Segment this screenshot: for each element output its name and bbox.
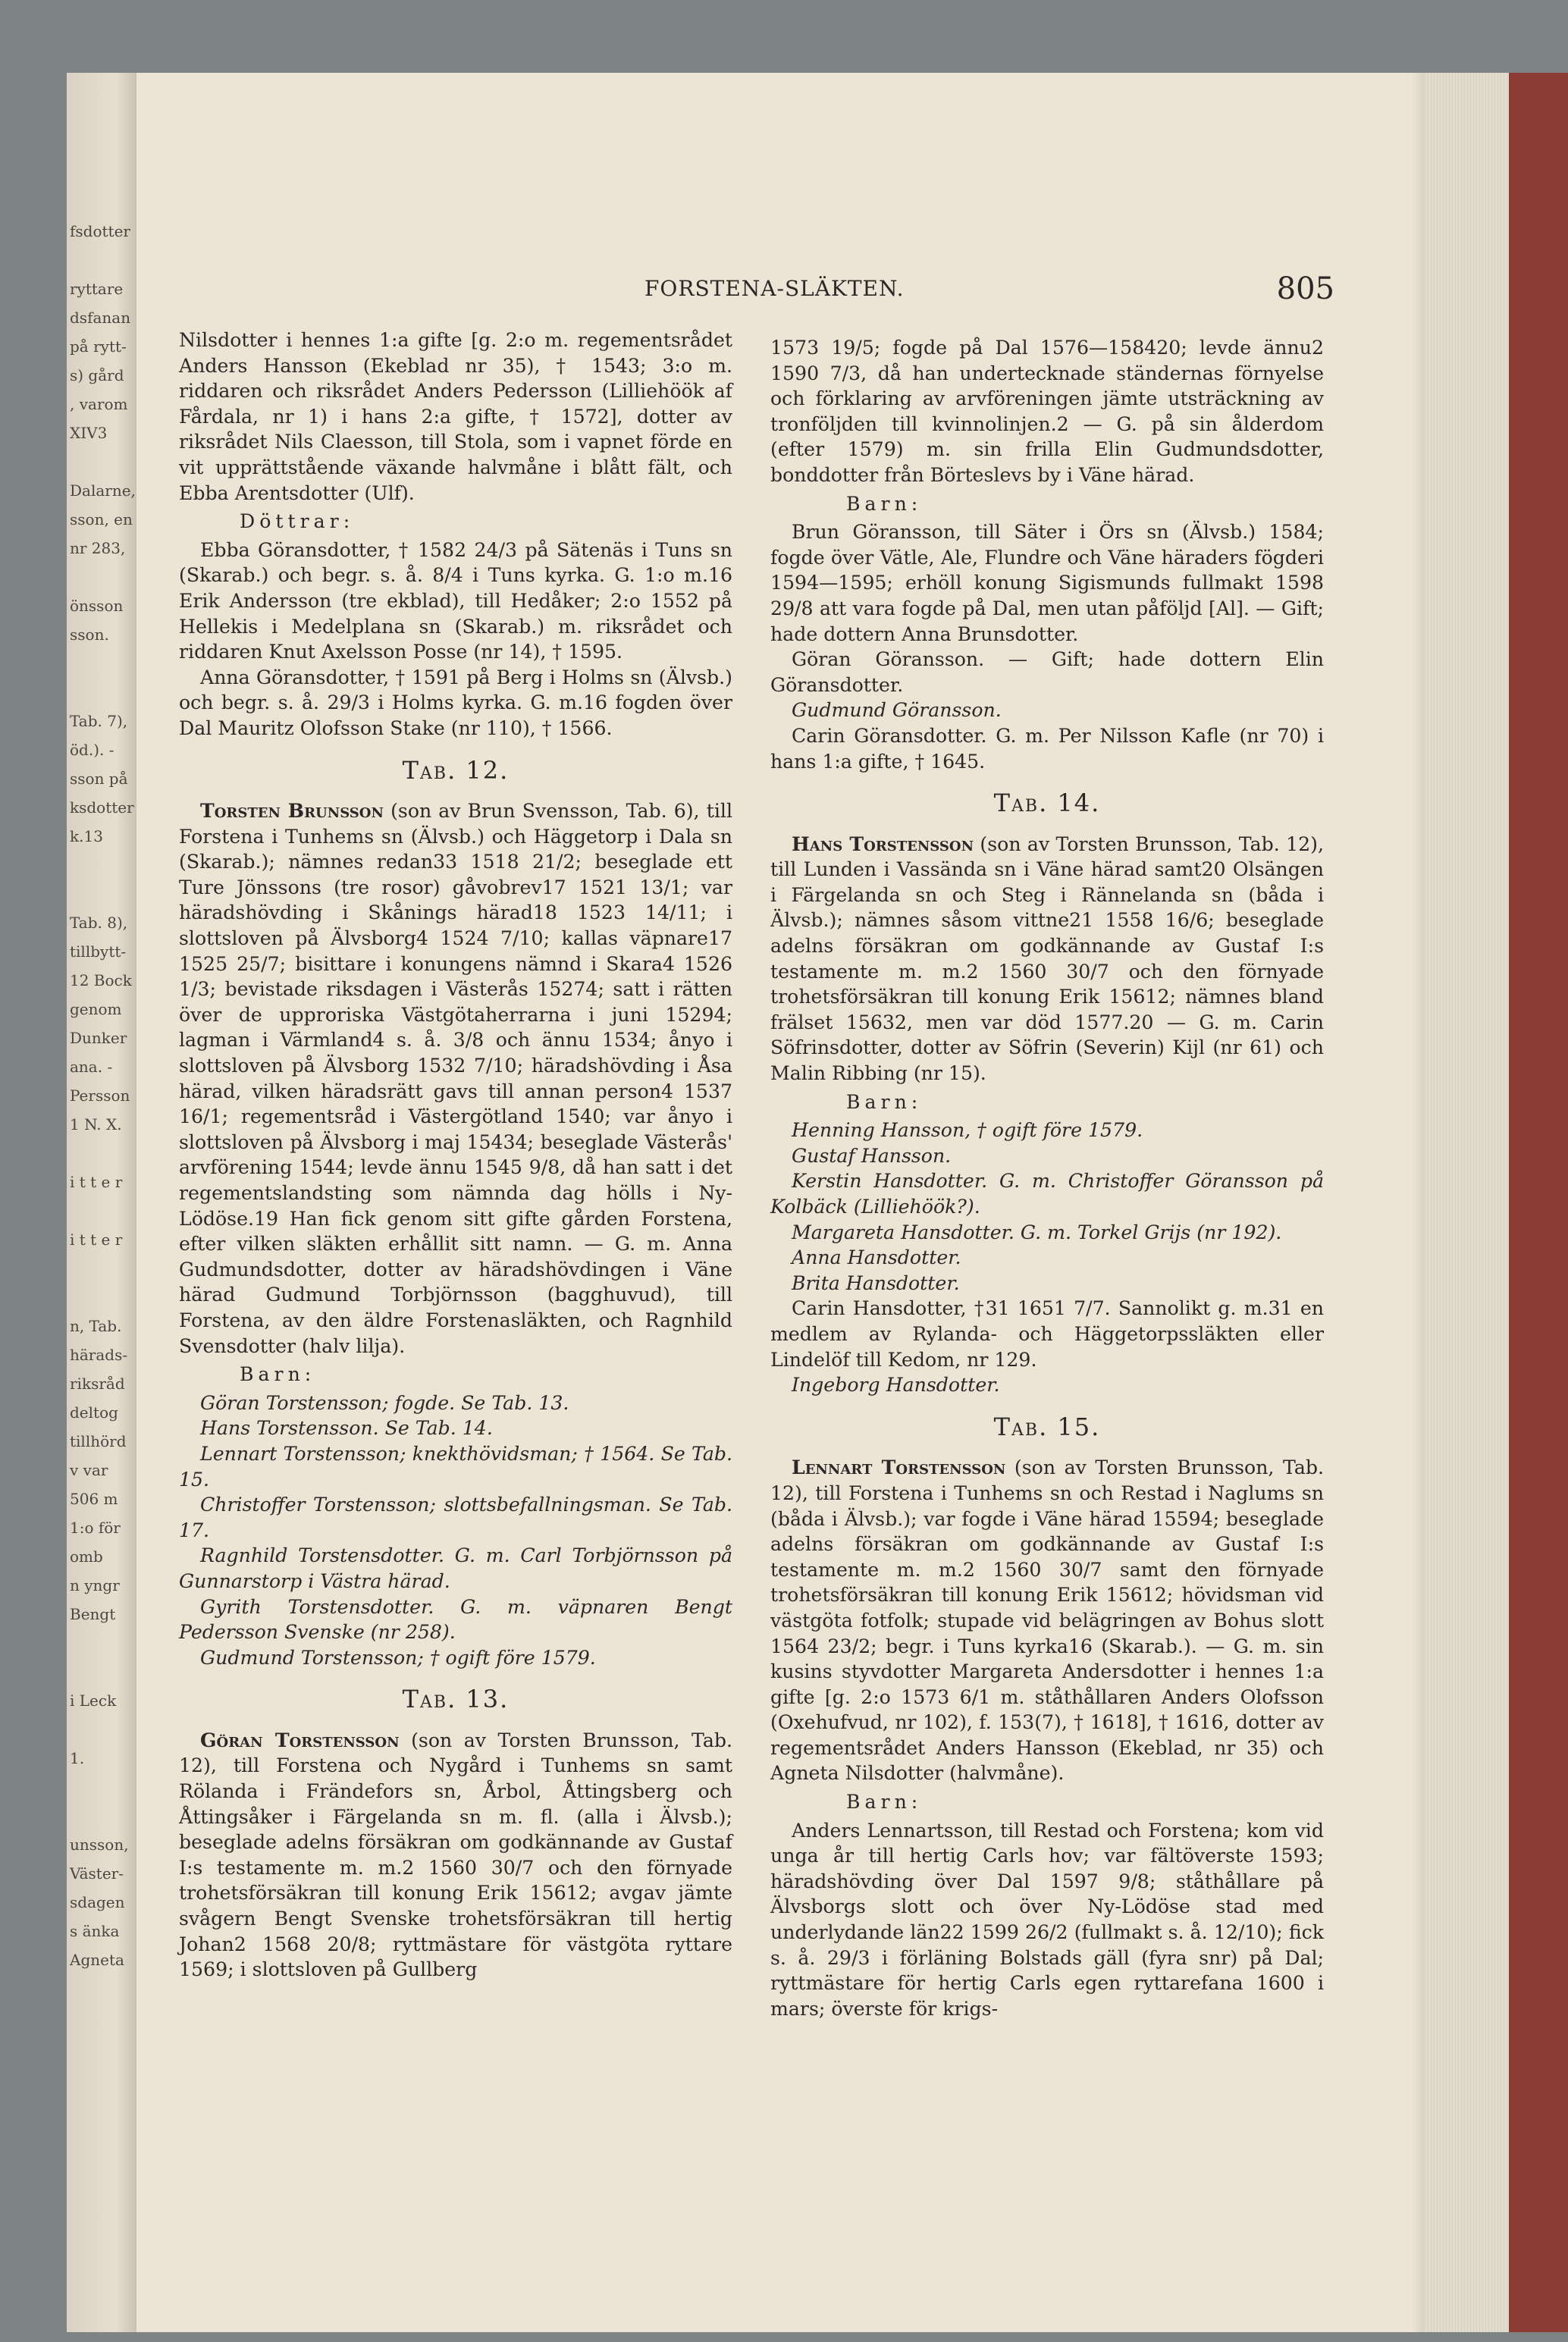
spine-fragment (67, 1629, 136, 1657)
child-gyrith: Gyrith Torstensdotter. G. m. väpnaren Bengt Pedersson Svenske (nr 258). (179, 1595, 732, 1644)
tab12-body (179, 798, 732, 1359)
spine-fragment (67, 563, 136, 591)
running-header (136, 271, 1334, 317)
spine-fragment: sson. (70, 625, 109, 644)
spine-fragment: dsfanan (70, 309, 131, 327)
page-stack-edge (1410, 73, 1523, 2332)
tab14-text: (son av Torsten Brunsson, Tab. 12), till Lunden i Vassända sn i Väne härad samt20 Olsängen i Färgelanda sn och Steg i Rännelanda sn (båda i Älvsb.); nämnes såsom vittne21 1558 16/6; beseglade adelns försäkran om godkännande av Gustaf I:s testamente m. m.2 1560 30/7 och den förnyade trohetsförsäkran till konung Erik 15612; nämnes bland frälset 15632, men var död 1577.20 — G. m. Carin Söfrinsdotter, dotter av Söfrin (Severin) Kijl (nr 61) och Malin Ribbing (nr 15). (770, 832, 1325, 1085)
child-gustaf: Gustaf Hansson. (792, 1144, 952, 1167)
spine-fragment: Agneta (70, 1951, 124, 1969)
spine-fragment: Väster- (70, 1864, 124, 1883)
spine-fragment (67, 447, 136, 476)
child-margareta: Margareta Hansdotter. G. m. Torkel Grijs (nr 192). (792, 1221, 1282, 1243)
heading-tab-12: Tab. 12. (402, 755, 510, 785)
spine-fragment: n, Tab. (70, 1317, 122, 1335)
spine-fragment: sson på (70, 770, 128, 788)
spine-fragment: fsdotter (70, 222, 130, 240)
spine-fragment: Bengt (70, 1605, 116, 1623)
label-barn-13: Barn: (846, 492, 923, 515)
child-christoffer: Christoffer Torstensson; slottsbefallningsman. Se Tab. 17. (179, 1494, 732, 1541)
spine-fragment: Persson (70, 1086, 130, 1105)
label-barn: Barn: (240, 1363, 316, 1386)
entry-ebba: Ebba Göransdotter, † 1582 24/3 på Sätenäs i Tuns sn (Skarab.) och begr. s. å. 8/4 i Tuns kyrka. G. 1:o m.16 Erik Andersson (tre ekblad), till Hedåker; 2:o 1552 på Hellekis i Medelplana sn (Skarab.) m. riksrådet och riddaren Knut Axelsson Posse (nr 14), † 1595. (179, 538, 732, 663)
spine-fragment: 1:o för (70, 1519, 121, 1537)
tab14-body (770, 832, 1324, 1086)
continued-paragraph: Nilsdotter i hennes 1:a gifte [g. 2:o m. regementsrådet Anders Hansson (Ekeblad nr 35), † 1543; 3:o m. riddaren och riksrådet Anders Pedersson (Lilliehöök af Fårdala, nr 1) i hans 2:a gifte, † 1572], dotter av riksrådet Nils Claesson, till Stola, som i vapnet förde en vit upprättstående växande halvmåne i blått fält, och Ebba Arentsdotter (Ulf). (179, 329, 732, 504)
spine-fragment: ksdotter (70, 798, 134, 817)
left-column (179, 328, 732, 1983)
tab15-name: Lennart Torstensson (792, 1456, 1006, 1479)
spine-fragment: , varom (70, 395, 128, 413)
book-cover-edge (1509, 73, 1568, 2332)
child-henning: Henning Hansson, † ogift före 1579. (792, 1119, 1143, 1142)
child-lennart: Lennart Torstensson; knekthövidsman; † 1564. Se Tab. 15. (179, 1442, 732, 1491)
child-ragnhild: Ragnhild Torstensdotter. G. m. Carl Torbjörnsson på Gunnarstorp i Västra härad. (179, 1544, 732, 1592)
tab13-body (179, 1728, 732, 1983)
spine-fragment: v var (70, 1461, 108, 1479)
spine-fragment: riksråd (70, 1375, 125, 1393)
spine-fragment: sson, en (70, 510, 133, 528)
spine-fragment (67, 1139, 136, 1168)
spine-fragment: 506 m (70, 1490, 118, 1508)
spine-fragment: omb (70, 1547, 103, 1566)
book-page (67, 73, 1523, 2332)
right-column (770, 335, 1324, 2021)
spine-fragment (67, 1254, 136, 1283)
spine-fragment: ana. - (70, 1058, 113, 1076)
heading-tab-15: Tab. 15. (993, 1412, 1101, 1441)
spine-fragment (67, 1657, 136, 1686)
spine-fragment: s) gård (70, 366, 124, 384)
child-goran-g: Göran Göransson. — Gift; hade dottern Elin Göransdotter. (770, 648, 1324, 696)
spine-fragment: sdagen (70, 1893, 125, 1911)
spine-fragment: 1. (70, 1749, 85, 1767)
continued-paragraph-right: 1573 19/5; fogde på Dal 1576—158420; levde ännu2 1590 7/3, då han undertecknade ständernas förnyelse och förklaring av arvföreningen jämte utsträckning av tronföljden till kvinnolinjen.2 — G. på sin ålderdom (efter 1579) m. sin frilla Elin Gudmundsdotter, bonddotter från Börteslevs by i Väne härad. (770, 337, 1324, 486)
child-gudmund: Gudmund Torstensson; † ogift före 1579. (200, 1646, 596, 1669)
spine-fragment: i t t e r (70, 1173, 123, 1191)
label-barn-14: Barn: (846, 1090, 923, 1113)
spine-fragment: i t t e r (70, 1231, 123, 1249)
child-brita: Brita Hansdotter. (792, 1271, 960, 1294)
spine-fragment: Dalarne, (70, 481, 136, 500)
spine-fragment: 12 Bock (70, 971, 132, 989)
tab15-text: (son av Torsten Brunsson, Tab. 12), till Forstena i Tunhems sn och Restad i Naglums sn (båda i Älvsb.); var fogde i Väne härad 15594; beseglade adelns försäkran om godkännande av Gustaf I:s testamente m. m.2 1560 30/7 samt den förnyade trohetsförsäkran till konung Erik 15612; hövidsman vid västgöta fotfolk; stupade vid belägringen av Bohus slott 1564 23/2; begr. i Tuns kyrka16 (Skarab.). — G. m. sin kusins styvdotter Margareta Andersdotter i hennes 1:a gifte [g. 2:o 1573 6/1 m. ståthållaren Anders Olofsson (Oxehufvud, nr 102), f. 153(7), † 1618], † 1616, dotter av regementsrådet Anders Hansson (Ekeblad, nr 35) och Agneta Nilsdotter (halvmåne). (770, 1456, 1324, 1785)
tab14-name: Hans Torstensson (792, 832, 974, 855)
spine-fragment (67, 1773, 136, 1801)
spine-fragment: i Leck (70, 1691, 117, 1710)
child-kerstin: Kerstin Hansdotter. G. m. Christoffer Göransson på Kolbäck (Lilliehöök?). (770, 1170, 1324, 1218)
tab15-body (770, 1455, 1324, 1786)
spine-fragment: Tab. 8), (70, 914, 128, 932)
child-goran: Göran Torstensson; fogde. Se Tab. 13. (200, 1391, 569, 1414)
spine-fragment: k.13 (70, 827, 103, 845)
spine-fragment: nr 283, (70, 539, 126, 557)
spine-fragment (67, 1801, 136, 1830)
previous-page-edge (67, 73, 136, 2332)
tab13-name: Göran Torstensson (200, 1728, 400, 1751)
tab13-text: (son av Torsten Brunsson, Tab. 12), till Forstena och Nygård i Tunhems sn samt Rölanda i Frändefors sn, Årbol, Åttingsberg och Åttingsåker i Färgelanda sn m. fl. (alla i Älvsb.); beseglade adelns försäkran om godkännande av Gustaf I:s testamente m. m.2 1560 30/7 och den förnyade trohetsförsäkran till konung Erik 15612; avgav jämte svågern Bengt Svenske trohetsförsäkran till hertig Johan2 1568 20/8; ryttmästare för västgöta ryttare 1569; i slottsloven på Gullberg (179, 1729, 732, 1981)
child-brun: Brun Göransson, till Säter i Örs sn (Älvsb.) 1584; fogde över Vätle, Ale, Flundre och Väne häraders fögderi 1594—1595; erhöll konung Sigismunds fullmakt 1598 29/8 att vara fogde på Dal, men utan påföljd [Al]. — Gift; hade dottern Anna Brunsdotter. (770, 521, 1324, 645)
spine-fragment: på rytt- (70, 337, 127, 356)
entry-anna: Anna Göransdotter, † 1591 på Berg i Holms sn (Älvsb.) och begr. s. å. 29/3 i Holms kyrka. G. m.16 fogden över Dal Mauritz Olofsson Stake (nr 110), † 1566. (179, 666, 732, 739)
spine-fragment: Dunker (70, 1029, 127, 1047)
spine-fragment: genom (70, 1000, 122, 1018)
spine-fragment: XIV3 (70, 424, 108, 442)
heading-tab-13: Tab. 13. (402, 1685, 510, 1714)
child-hans: Hans Torstensson. Se Tab. 14. (200, 1417, 493, 1440)
spine-fragment: tillhörd (70, 1432, 127, 1450)
spine-fragment: unsson, (70, 1836, 129, 1854)
label-barn-15: Barn: (846, 1791, 923, 1814)
child-carin-h: Carin Hansdotter, †31 1651 7/7. Sannolikt g. m.31 en medlem av Rylanda- och Häggetorpssläkten eller Lindelöf till Kedom, nr 129. (770, 1297, 1324, 1371)
spine-fragment (67, 1283, 136, 1312)
tab12-name: Torsten Brunsson (200, 799, 384, 823)
spine-fragment (67, 851, 136, 879)
spine-fragment: n yngr (70, 1576, 120, 1594)
child-anders: Anders Lennartsson, till Restad och Forstena; kom vid unga år till hertig Carls hov; var fältöverste 1593; häradshövding över Dal 1597 9/8; ståthållare på Älvsborgs slott och över Ny-Lödöse stad med underlydande län22 1599 26/2 (fullmakt s. å. 12/10); fick s. å. 29/3 i förläning Bolstads gäll (fyra snr) på Dal; ryttmästare för hertig Carls egen ryttarefana 1600 i mars; överste för krigs- (770, 1819, 1324, 2020)
spine-fragment (67, 1715, 136, 1744)
spine-fragment: härads- (70, 1346, 128, 1364)
spine-fragment: s änka (70, 1922, 120, 1940)
page-number: 805 (1276, 271, 1334, 306)
tab12-text: (son av Brun Svensson, Tab. 6), till Forstena i Tunhems sn (Älvsb.) och Häggetorp i Dala sn (Skarab.); nämnes redan33 1518 21/2; beseglade ett Ture Jönssons (tre rosor) gåvobrev17 1521 13/1; var häradshövding i Skånings härad18 1523 14/11; i slottsloven på Älvsborg4 1524 7/10; kallas väpnare17 1525 25/7; bisittare i konungens nämnd i Skara4 1526 1/3; bevistade riksdagen i Västerås 15274; satt i rätten över de upproriska Västgötaherrarna i juni 15294; lagman i Värmland4 s. å. 3/8 och ännu 1534; ånyo i slottsloven på Älvsborg 1532 7/10; häradshövding i Åsa härad, vilken häradsrätt gavs till annan person4 1537 16/1; regementsråd i Västergötland 1540; var ånyo i slottsloven på Älvsborg i maj 15434; beseglade Västerås' arvförening 1544; levde ännu 1545 9/8, då han satt i det regementslandsting som nämnda dag hölls i Ny-Lödöse.19 Han fick genom sitt gifte gården Forstena, efter vilken släkten erhållit sitt namn. — G. m. Anna Gudmundsdotter, dotter av häradshövdingen i Väne härad Gudmund Torbjörnsson (bagghuvud), till Forstena, av den äldre Forstenasläkten, och Ragnhild Svensdotter (halv lilja). (179, 800, 732, 1357)
child-ingeborg: Ingeborg Hansdotter. (792, 1374, 1000, 1397)
spine-fragment (67, 649, 136, 678)
spine-fragment (67, 246, 136, 274)
spine-fragment: öd.). - (70, 741, 114, 759)
heading-tab-14: Tab. 14. (993, 789, 1101, 818)
spine-fragment: tillbytt- (70, 942, 127, 961)
spine-fragment: Tab. 7), (70, 712, 128, 730)
child-gudmund-g: Gudmund Göransson. (792, 699, 1002, 722)
running-title: FORSTENA-SLÄKTEN. (644, 276, 905, 301)
spine-fragment (67, 678, 136, 707)
label-dottrar: Döttrar: (240, 510, 355, 533)
spine-fragment: 1 N. X. (70, 1115, 122, 1133)
spine-fragment (67, 879, 136, 908)
spine-fragment: önsson (70, 597, 124, 615)
child-anna-h: Anna Hansdotter. (792, 1246, 961, 1269)
spine-fragment: ryttare (70, 280, 124, 298)
spine-fragment: deltog (70, 1403, 118, 1422)
child-carin-g: Carin Göransdotter. G. m. Per Nilsson Kafle (nr 70) i hans 1:a gifte, † 1645. (770, 724, 1324, 773)
spine-fragment (67, 1196, 136, 1225)
